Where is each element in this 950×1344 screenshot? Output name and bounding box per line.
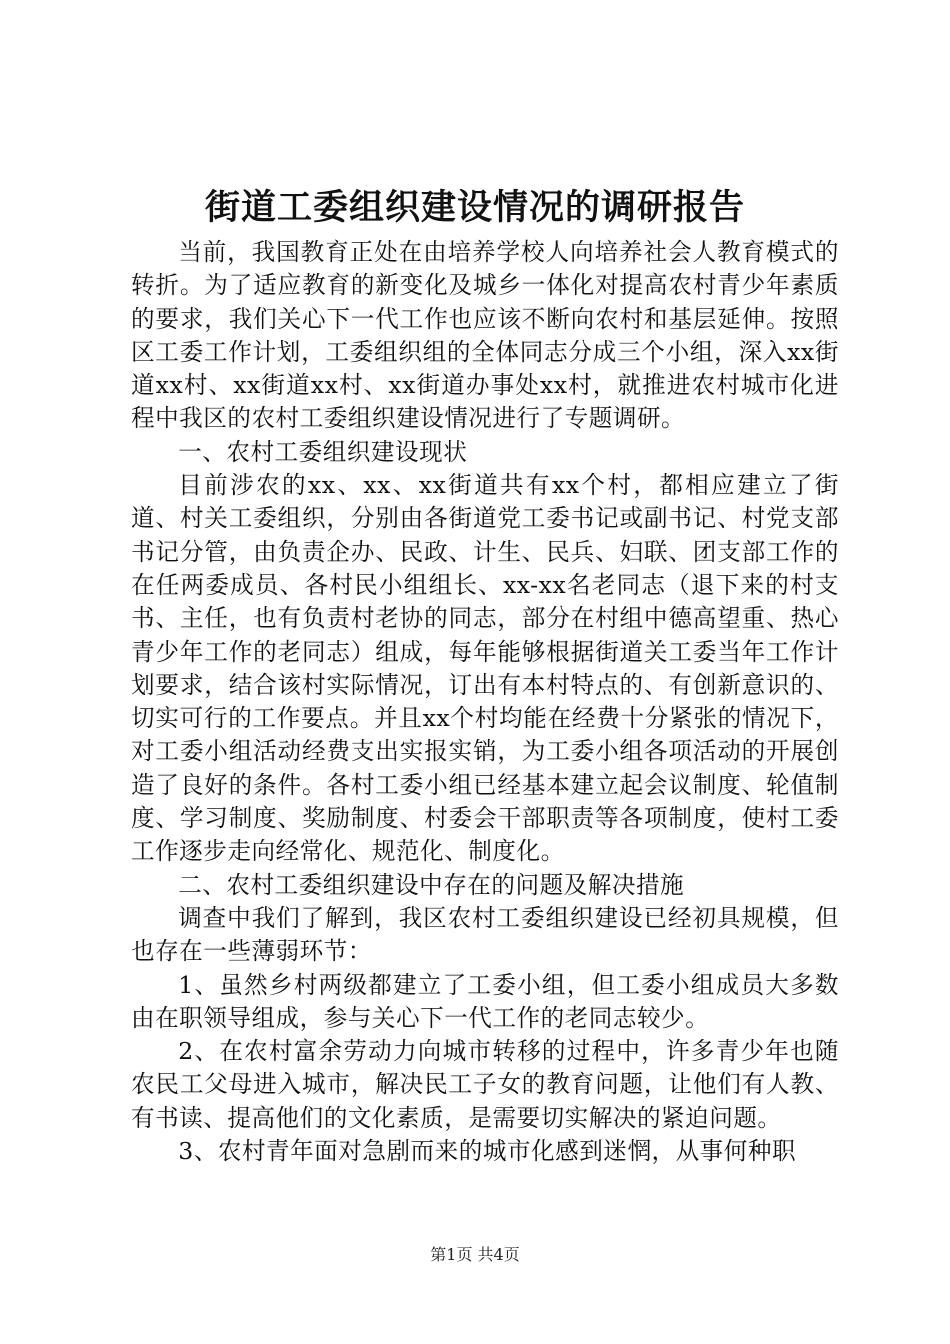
paragraph-intro: 当前，我国教育正处在由培养学校人向培养社会人教育模式的转折。为了适应教育的新变化及城乡一体化对提高农村青少年素质的要求，我们关心下一代工作也应该不断向农村和基层延伸。按照区工委工作计划，工委组织组的全体同志分成三个小组，深入xx街道xx村、xx街道xx村、xx街道办事处xx村，就推进农村城市化进程中我区的农村工委组织建设情况进行了专题调研。 [131, 238, 839, 433]
paragraph-issue-3: 3、农村青年面对急剧而来的城市化感到迷惘，从事何种职 [178, 1137, 797, 1166]
paragraph-status: 目前涉农的xx、xx、xx街道共有xx个村，都相应建立了街道、村关工委组织，分别由各街道党工委书记或副书记、村党支部书记分管，由负责企办、民政、计生、民兵、妇联、团支部工作的在任两委成员、各村民小组组长、xx-xx名老同志（退下来的村支书、主任，也有负责村老协的同志，部分在村组中德高望重、热心青少年工作的老同志）组成，每年能够根据街道关工委当年工作计划要求，结合该村实际情况，订出有本村特点的、有创新意识的、切实可行的工作要点。并且xx个村均能在经费十分紧张的情况下，对工委小组活动经费支出实报实销，为工委小组各项活动的开展创造了良好的条件。各村工委小组已经基本建立起会议制度、轮值制度、学习制度、奖励制度、村委会干部职责等各项制度，使村工委工作逐步走向经常化、规范化、制度化。 [131, 471, 839, 866]
page-footer: 第1页 共4页 [430, 1245, 520, 1264]
paragraph-issue-2: 2、在农村富余劳动力向城市转移的过程中，许多青少年也随农民工父母进入城市，解决民工子女的教育问题，让他们有人教、有书读、提高他们的文化素质，是需要切实解决的紧迫问题。 [131, 1037, 839, 1132]
document-title: 街道工委组织建设情况的调研报告 [204, 187, 745, 228]
paragraph-issue-1: 1、虽然乡村两级都建立了工委小组，但工委小组成员大多数由在职领导组成，参与关心下一代工作的老同志较少。 [131, 970, 839, 1032]
section-heading-1: 一、农村工委组织建设现状 [178, 437, 468, 466]
document-body [131, 236, 839, 1168]
paragraph-survey: 调查中我们了解到，我区农村工委组织建设已经初具规模，但也存在一些薄弱环节： [131, 903, 839, 966]
section-heading-2: 二、农村工委组织建设中存在的问题及解决措施 [178, 870, 685, 899]
